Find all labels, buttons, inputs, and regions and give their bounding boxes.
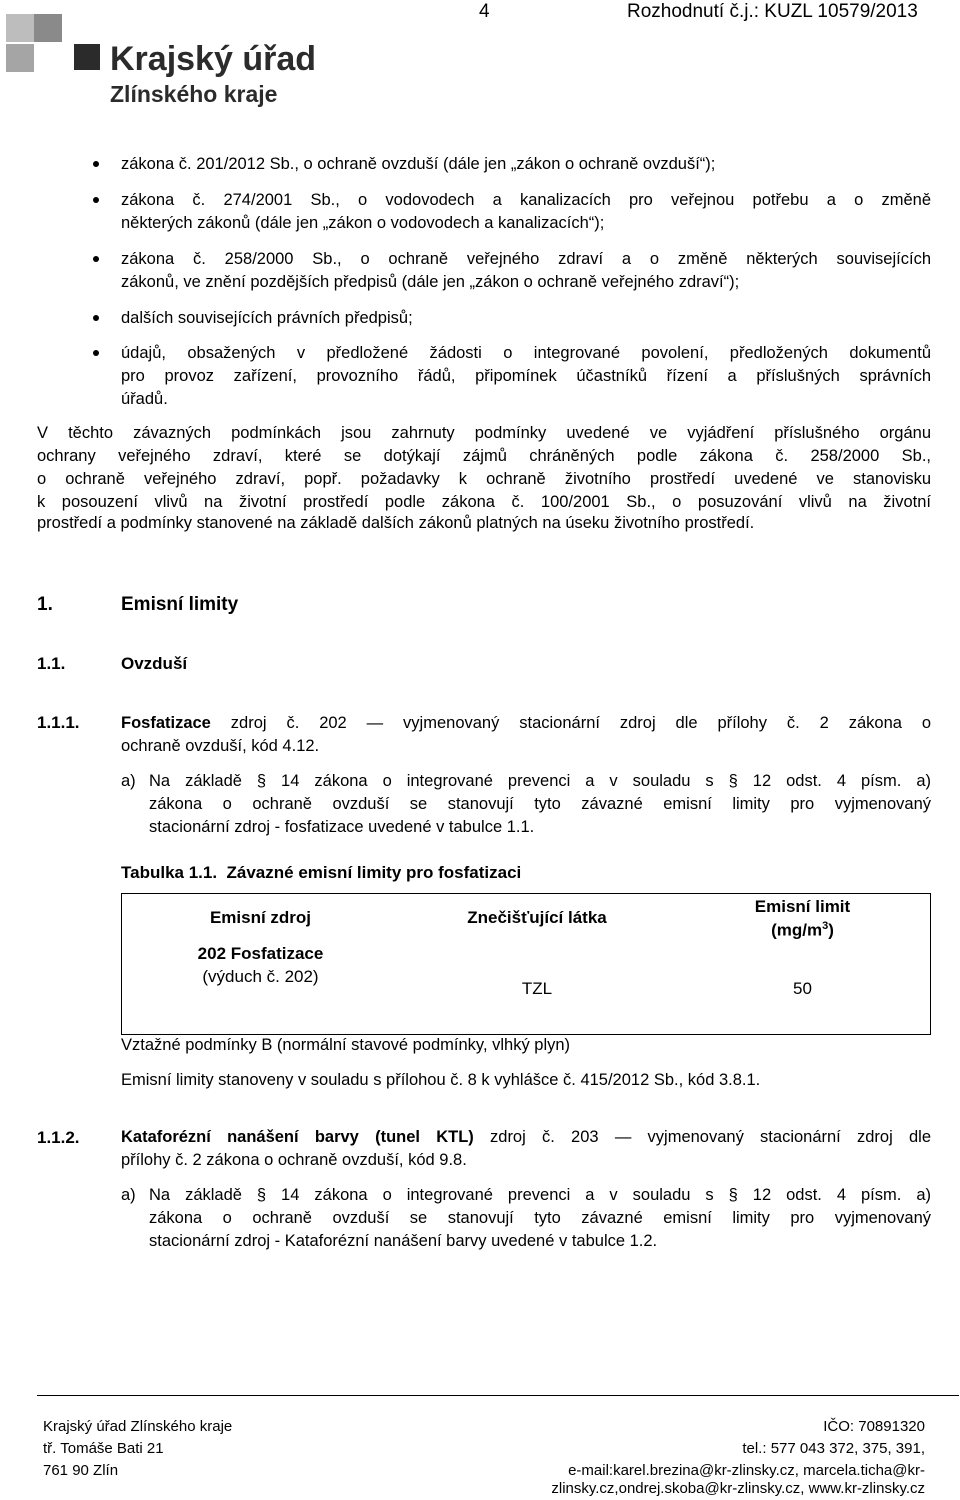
item-heading-line2: ochraně ovzduší, kód 4.12. xyxy=(121,737,320,755)
bullet-text: některých zákonů (dále jen „zákon o vodovodech a kanalizacích“); xyxy=(121,214,605,232)
unit-text: (mg/m xyxy=(771,920,823,940)
logo-square-light xyxy=(6,14,34,42)
bullet-text: úřadů. xyxy=(121,390,168,408)
footer-street: tř. Tomáše Bati 21 xyxy=(43,1440,164,1457)
bullet-text: zákonů, ve znění pozdějších předpisů (dále jen „zákon o ochraně veřejného zdraví“); xyxy=(121,273,740,291)
item-heading-rest: zdroj č. 203 — vyjmenovaný stacionární zdroj dle xyxy=(490,1128,931,1146)
item-number: 1.1.1. xyxy=(37,713,80,732)
logo-square-dark xyxy=(34,14,62,42)
item-heading-line2: přílohy č. 2 zákona o ochraně ovzduší, kód 9.8. xyxy=(121,1151,467,1169)
bullet-dot xyxy=(93,350,99,356)
point-text: Na základě § 14 zákona o integrované prevenci a v souladu s § 12 odst. 4 písm. a) xyxy=(149,772,931,790)
table-caption: Tabulka 1.1. Závazné emisní limity pro fosfatizaci xyxy=(121,863,522,882)
logo-text-line2: Zlínského kraje xyxy=(110,81,278,107)
item-number: 1.1.2. xyxy=(37,1128,80,1147)
point-text: stacionární zdroj - fosfatizace uvedené v tabulce 1.1. xyxy=(149,818,535,836)
footer-email-web: zlinsky.cz,ondrej.skoba@kr-zlinsky.cz, www.kr-zlinsky.cz xyxy=(551,1480,925,1497)
paragraph-line: V těchto závazných podmínkách jsou zahrnuty podmínky uvedené ve vyjádření příslušného orgánu xyxy=(37,424,931,442)
footer-email: e-mail:karel.brezina@kr-zlinsky.cz, marcela.ticha@kr- xyxy=(568,1462,925,1479)
footer-divider xyxy=(37,1395,959,1396)
unit-superscript: 3 xyxy=(822,920,829,932)
point-label: a) xyxy=(121,1186,136,1204)
table-limit-value: 50 xyxy=(793,979,812,998)
bullet-dot xyxy=(93,197,99,203)
table-header-pollutant: Znečišťující látka xyxy=(467,908,607,927)
table-source-name: 202 Fosfatizace xyxy=(197,944,324,963)
table-header-limit: Emisní limit xyxy=(754,897,851,916)
emission-limits-table xyxy=(121,893,931,1035)
point-text: zákona o ochraně ovzduší se stanovují tyto závazné emisní limity pro vyjmenovaný xyxy=(149,1209,931,1227)
item-title: Fosfatizace xyxy=(121,714,211,732)
logo-square-black xyxy=(74,44,100,70)
footer-city: 761 90 Zlín xyxy=(43,1462,119,1479)
point-label: a) xyxy=(121,772,136,790)
point-text: zákona o ochraně ovzduší se stanovují tyto závazné emisní limity pro vyjmenovaný xyxy=(149,795,931,813)
item-heading xyxy=(121,712,931,735)
bullet-dot xyxy=(93,161,99,167)
logo-text-line1: Krajský úřad xyxy=(110,40,316,78)
table-pollutant: TZL xyxy=(521,979,553,998)
point-text: stacionární zdroj - Kataforézní nanášení barvy uvedené v tabulce 1.2. xyxy=(149,1232,658,1250)
footer-phone: tel.: 577 043 372, 375, 391, xyxy=(742,1440,925,1457)
table-header-source: Emisní zdroj xyxy=(209,908,312,927)
bullet-text: zákona č. 274/2001 Sb., o vodovodech a kanalizacích pro veřejnou potřebu a o změně xyxy=(121,191,931,209)
note-legal-basis: Emisní limity stanoveny v souladu s přílohou č. 8 k vyhlášce č. 415/2012 Sb., kód 3.8.1. xyxy=(121,1071,761,1089)
paragraph-line: o ochraně veřejného zdraví, popř. požadavky k ochraně životního prostředí uvedené ve stanovisku xyxy=(37,470,931,488)
item-heading xyxy=(121,1126,931,1149)
bullet-dot xyxy=(93,256,99,262)
bullet-dot xyxy=(93,315,99,321)
paragraph-line: ochrany veřejného zdraví, které se dotýkají zájmů chráněných podle zákona č. 258/2000 Sb., xyxy=(37,447,931,465)
paragraph-line: prostředí a podmínky stanovené na základě dalších zákonů platných na úseku životního prostředí. xyxy=(37,514,755,532)
bullet-text: pro provoz zařízení, provozního řádů, připomínek účastníků řízení a příslušných správních xyxy=(121,367,931,385)
bullet-text: údajů, obsažených v předložené žádosti o integrované povolení, předložených dokumentů xyxy=(121,344,931,362)
table-header-limit-unit xyxy=(675,920,930,941)
item-title: Kataforézní nanášení barvy (tunel KTL) xyxy=(121,1128,474,1146)
section-number: 1. xyxy=(37,594,53,615)
paragraph-line: k posouzení vlivů na životní prostředí podle zákona č. 100/2001 Sb., o posuzování vlivů na životní xyxy=(37,493,931,511)
footer-ico: IČO: 70891320 xyxy=(823,1418,925,1435)
footer-office-name: Krajský úřad Zlínského kraje xyxy=(43,1418,233,1435)
bullet-text: dalších souvisejících právních předpisů; xyxy=(121,309,413,327)
point-text: Na základě § 14 zákona o integrované prevenci a v souladu s § 12 odst. 4 písm. a) xyxy=(149,1186,931,1204)
page-number: 4 xyxy=(479,1,490,22)
bullet-text: zákona č. 201/2012 Sb., o ochraně ovzduší (dále jen „zákon o ochraně ovzduší“); xyxy=(121,155,716,173)
section-title: Emisní limity xyxy=(121,594,239,615)
decision-reference: Rozhodnutí č.j.: KUZL 10579/2013 xyxy=(627,1,918,22)
bullet-text: zákona č. 258/2000 Sb., o ochraně veřejného zdraví a o změně některých souvisejících xyxy=(121,250,931,268)
subsection-number: 1.1. xyxy=(37,654,66,673)
logo-square-mid xyxy=(6,44,34,72)
item-heading-rest: zdroj č. 202 — vyjmenovaný stacionární zdroj dle přílohy č. 2 zákona o xyxy=(230,714,932,732)
table-source-outlet: (výduch č. 202) xyxy=(202,967,319,986)
office-logo xyxy=(6,14,316,114)
note-reference-conditions: Vztažné podmínky B (normální stavové podmínky, vlhký plyn) xyxy=(121,1036,571,1054)
unit-close: ) xyxy=(828,920,834,940)
subsection-title: Ovzduší xyxy=(121,654,188,673)
